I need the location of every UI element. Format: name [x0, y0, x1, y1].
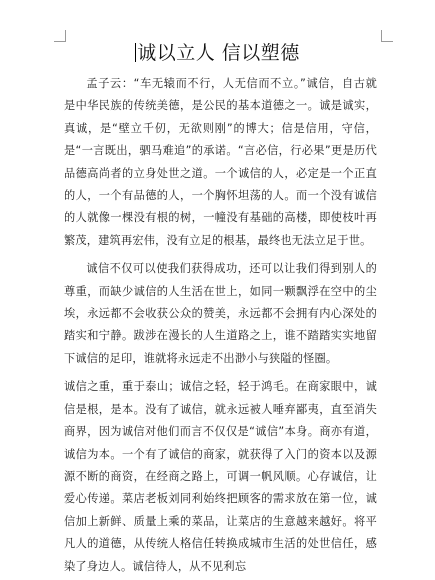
document-body[interactable] [64, 73, 377, 578]
document-title-text: 诚以立人 信以塑德 [137, 42, 300, 64]
document-title[interactable] [0, 38, 435, 65]
paragraph-2: 诚信不仅可以使我们获得成功，还可以让我们得到别人的尊重，而缺少诚信的人生活在世上，如同一颗飘浮在空中的尘埃，永远都不会收获公众的赞美，永远都不会拥有内心深处的踏实和宁静。跋涉在漫长的人生道路之上，谁不踏踏实实地留下诚信的足印，谁就将永远走不出渺小与狭隘的怪圈。 [64, 262, 377, 365]
paragraph-3: 诚信之重，重于泰山；诚信之轻，轻于鸿毛。在商家眼中，诚信是根，是本。没有了诚信，就永远被人唾弃鄙夷，直至消失商界，因为诚信对他们而言不仅仅是“诚信”本身。商亦有道，诚信为本。一个有了诚信的商家，就获得了入门的资本以及源源不断的商资，在经商之路上，可调一帆风顺。心存诚信，让爱心传递。菜店老板刘同利始终把顾客的需求放在第一位，诚信加上新鲜、质量上乘的菜品，让菜店的生意越来越好。将平凡人的道德，从传统人格信任转换成城市生活的处世信任，感染了身边人。诚信待人，从不见利忘 [64, 380, 377, 573]
paragraph-1: 孟子云：“车无辕而不行，人无信而不立。”诚信，自古就是中华民族的传统美德，是公民的基本道德之一。诚是诚实，真诚，是“壁立千仞，无欲则刚”的博大；信是信用，守信，是“一言既出，驷马难追”的承诺。“言必信，行必果”更是历代品德高尚者的立身处世之道。一个诚信的人，必定是一个正直的人，一个有品德的人，一个胸怀坦荡的人。而一个没有诚信的人就像一棵没有根的树，一幢没有基础的高楼，即使枝叶再繁茂，建筑再宏伟，没有立足的根基，最终也无法立足于世。 [64, 77, 377, 247]
